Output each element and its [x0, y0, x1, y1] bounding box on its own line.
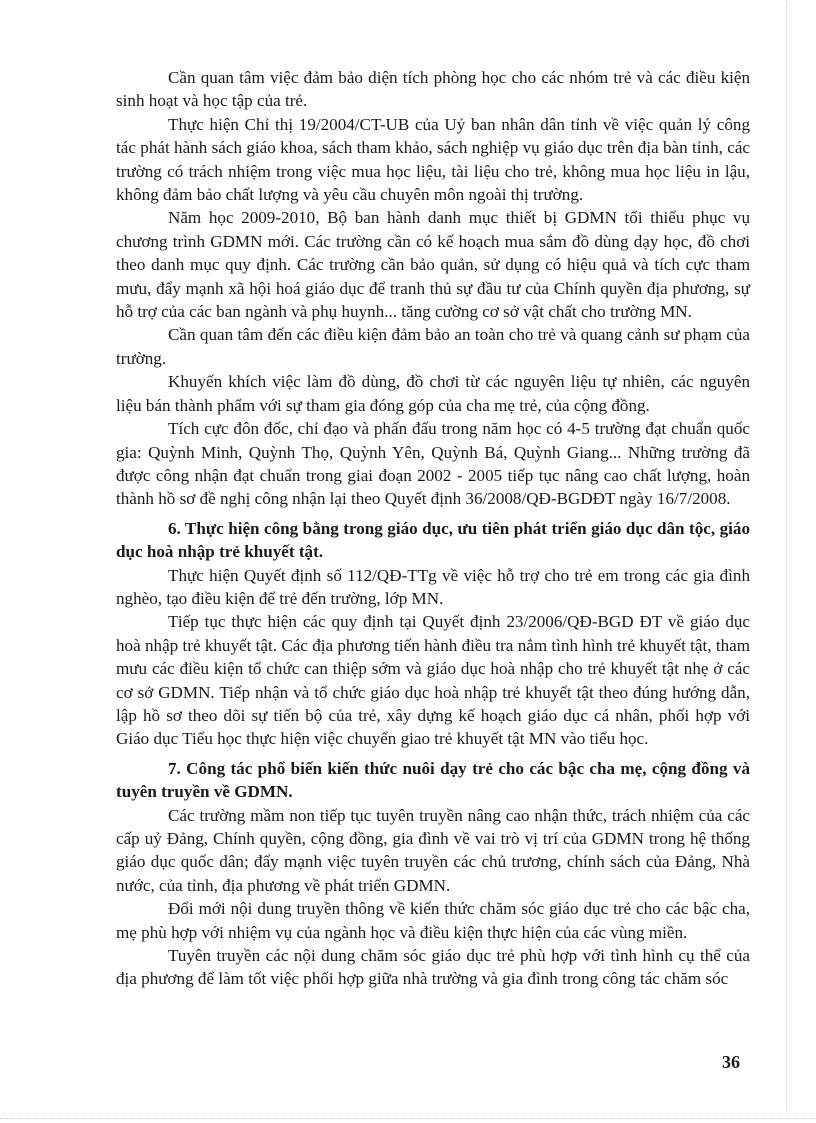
page-number: 36 — [722, 1052, 740, 1072]
paragraph: Tiếp tục thực hiện các quy định tại Quyết định 23/2006/QĐ-BGD ĐT về giáo dục hoà nhập trẻ khuyết tật. Các địa phương tiến hành điều tra nắm tình hình trẻ khuyết tật, tham mưu các điều kiện tổ chức can thiệp sớm và giáo dục hoà nhập cho trẻ khuyết tật nhẹ ở các cơ sở GDMN. Tiếp nhận và tổ chức giáo dục hoà nhập trẻ khuyết tật theo đúng hướng dẫn, lập hồ sơ theo dõi sự tiến bộ của trẻ, xây dựng kế hoạch giáo dục cá nhân, phối hợp với Giáo dục Tiểu học thực hiện việc chuyển giao trẻ khuyết tật MN vào tiểu học. — [116, 612, 750, 749]
margin-guide-bottom — [0, 1118, 816, 1119]
paragraph: Cần quan tâm đến các điều kiện đảm bảo an toàn cho trẻ và quang cảnh sư phạm của trường. — [116, 325, 750, 368]
paragraph: Đổi mới nội dung truyền thông về kiến thức chăm sóc giáo dục trẻ cho các bậc cha, mẹ phù hợp với nhiệm vụ của ngành học và điều kiện thực hiện của các vùng miền. — [116, 899, 750, 942]
paragraph: Năm học 2009-2010, Bộ ban hành danh mục thiết bị GDMN tối thiểu phục vụ chương trình GDMN mới. Các trường cần có kế hoạch mua sắm đồ dùng dạy học, đồ chơi theo danh mục quy định. Các trường cần bảo quản, sử dụng có hiệu quả và tích cực tham mưu, đẩy mạnh xã hội hoá giáo dục để tranh thủ sự đầu tư của Chính quyền địa phương, sự hỗ trợ của các ban ngành và phụ huynh... tăng cường cơ sở vật chất cho trường MN. — [116, 208, 750, 322]
section-heading-7: 7. Công tác phổ biến kiến thức nuôi dạy trẻ cho các bậc cha mẹ, cộng đồng và tuyên truyền về GDMN. — [116, 758, 750, 802]
paragraph: Cần quan tâm việc đảm bảo diện tích phòng học cho các nhóm trẻ và các điều kiện sinh hoạt và học tập của trẻ. — [116, 68, 750, 111]
paragraph: Khuyến khích việc làm đồ dùng, đồ chơi từ các nguyên liệu tự nhiên, các nguyên liệu bán thành phẩm với sự tham gia đóng góp của cha mẹ trẻ, của cộng đồng. — [116, 372, 750, 415]
paragraph: Thực hiện Chỉ thị 19/2004/CT-UB của Uỷ ban nhân dân tỉnh về việc quản lý công tác phát hành sách giáo khoa, sách tham khảo, sách nghiệp vụ giáo dục trên địa bàn tỉnh, các trường có trách nhiệm trong việc mua học liệu, tài liệu cho trẻ, không mua học liệu in lậu, không đảm bảo chất lượng và yêu cầu chuyên môn ngoài thị trường. — [116, 114, 750, 205]
paragraph: Tích cực đôn đốc, chỉ đạo và phấn đấu trong năm học có 4-5 trường đạt chuẩn quốc gia: Quỳnh Minh, Quỳnh Thọ, Quỳnh Yên, Quỳnh Bá, Quỳnh Giang... Những trường đã được công nhận đạt chuẩn trong giai đoạn 2002 - 2005 tiếp tục nâng cao chất lượng, hoàn thành hồ sơ đề nghị công nhận lại theo Quyết định 36/2008/QĐ-BGDĐT ngày 16/7/2008. — [116, 419, 750, 509]
section-heading-6: 6. Thực hiện công bằng trong giáo dục, ưu tiên phát triển giáo dục dân tộc, giáo dục hoà nhập trẻ khuyết tật. — [116, 518, 750, 562]
paragraph: Tuyên truyền các nội dung chăm sóc giáo dục trẻ phù hợp với tình hình cụ thể của địa phương để làm tốt việc phối hợp giữa nhà trường và gia đình trong công tác chăm sóc — [116, 946, 750, 989]
margin-guide-right — [786, 0, 787, 1110]
paragraph: Thực hiện Quyết định số 112/QĐ-TTg về việc hỗ trợ cho trẻ em trong các gia đình nghèo, tạo điều kiện để trẻ đến trường, lớp MN. — [116, 565, 750, 608]
paragraph: Các trường mầm non tiếp tục tuyên truyền nâng cao nhận thức, trách nhiệm của các cấp uỷ Đảng, Chính quyền, cộng đồng, gia đình về vai trò vị trí của GDMN trong hệ thống giáo dục quốc dân; đẩy mạnh việc tuyên truyền các chủ trương, chính sách của Đảng, Nhà nước, của tỉnh, địa phương về phát triển GDMN. — [116, 805, 750, 895]
page-body — [116, 66, 750, 991]
